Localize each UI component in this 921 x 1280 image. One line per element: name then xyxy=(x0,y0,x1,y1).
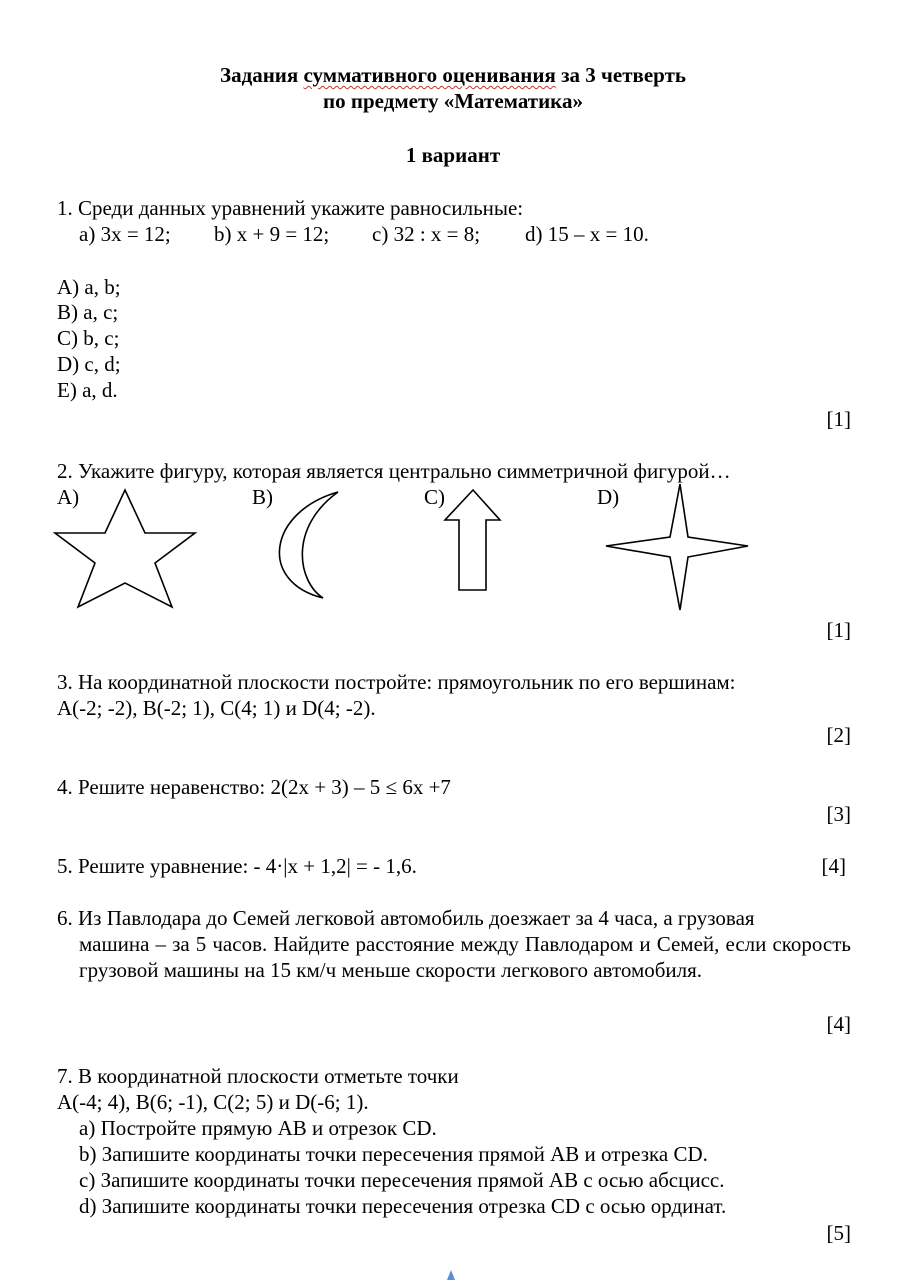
q6-score: [4] xyxy=(826,1012,851,1036)
q2-text: 2. Укажите фигуру, которая является центрально симметричной фигурой… xyxy=(57,459,731,483)
arrow-up-icon xyxy=(445,490,500,590)
q3-text-line2: A(-2; -2), B(-2; 1), C(4; 1) и D(4; -2). xyxy=(57,696,376,720)
q2-score: [1] xyxy=(826,618,851,642)
q1-option-c: C) b, c; xyxy=(57,326,120,350)
q2-label-b: B) xyxy=(252,485,273,509)
q6-text-body: машина – за 5 часов. Найдите расстояние между Павлодаром и Семей, если скорость грузовой машины на 15 км/ч меньше скорости легкового автомобиля. xyxy=(79,932,851,982)
q7-score: [5] xyxy=(826,1221,851,1245)
q1-eq-a: a) 3x = 12; xyxy=(79,222,171,246)
q1-text: 1. Среди данных уравнений укажите равносильные: xyxy=(57,196,524,220)
star-icon xyxy=(55,490,195,607)
q1-score: [1] xyxy=(826,407,851,431)
q1-option-d: D) c, d; xyxy=(57,352,121,376)
q7-item-c: c) Запишите координаты точки пересечения прямой AB с осью абсцисс. xyxy=(79,1168,725,1192)
document-subtitle: по предмету «Математика» xyxy=(323,89,583,113)
q3-score: [2] xyxy=(826,723,851,747)
q2-label-d: D) xyxy=(597,485,620,509)
q5-text: 5. Решите уравнение: - 4·|x + 1,2| = - 1,6. xyxy=(57,854,417,878)
document-title: Задания суммативного оценивания за 3 четверть xyxy=(219,63,686,87)
q2-label-a: A) xyxy=(57,485,80,509)
q7-text-line2: A(-4; 4), B(6; -1), C(2; 5) и D(-6; 1). xyxy=(57,1090,369,1114)
q2-label-c: C) xyxy=(424,485,445,509)
q1-eq-d: d) 15 – x = 10. xyxy=(525,222,649,246)
q7-item-a: a) Постройте прямую AB и отрезок CD. xyxy=(79,1116,437,1140)
q3-text-line1: 3. На координатной плоскости постройте: прямоугольник по его вершинам: xyxy=(57,670,736,694)
q1-option-e: E) a, d. xyxy=(57,378,118,402)
q7-item-b: b) Запишите координаты точки пересечения прямой AB и отрезка CD. xyxy=(79,1142,708,1166)
q4-text: 4. Решите неравенство: 2(2x + 3) – 5 ≤ 6x +7 xyxy=(57,775,451,799)
q4-score: [3] xyxy=(826,802,851,826)
q1-eq-b: b) x + 9 = 12; xyxy=(214,222,330,246)
crescent-icon xyxy=(279,492,338,598)
spellcheck-underlined-text: суммативного оценивания xyxy=(303,63,556,87)
q6-text-first-line: 6. Из Павлодара до Семей легковой автомобиль доезжает за 4 часа, а грузовая xyxy=(57,906,755,930)
q5-score: [4] xyxy=(821,854,846,878)
q1-option-a: A) a, b; xyxy=(57,275,121,299)
q1-option-b: B) a, c; xyxy=(57,300,119,324)
page-marker-icon xyxy=(447,1270,455,1280)
four-point-star-icon xyxy=(606,484,748,610)
q7-item-d: d) Запишите координаты точки пересечения отрезка CD с осью ординат. xyxy=(79,1194,727,1218)
q7-text-line1: 7. В координатной плоскости отметьте точки xyxy=(57,1064,459,1088)
variant-heading: 1 вариант xyxy=(405,143,501,167)
q1-eq-c: c) 32 : x = 8; xyxy=(372,222,481,246)
